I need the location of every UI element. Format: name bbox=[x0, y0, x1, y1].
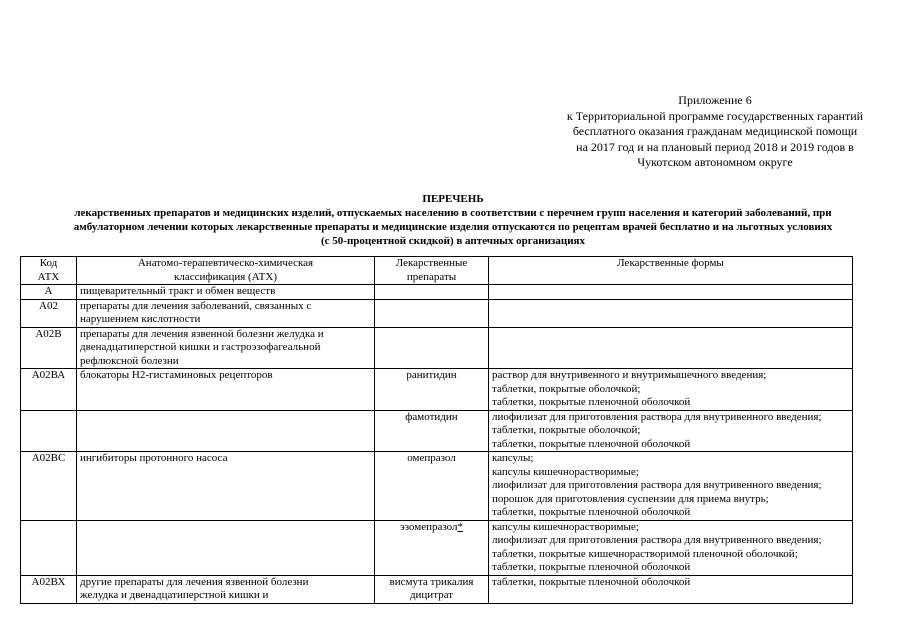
class-text: пищеварительный тракт и обмен веществ bbox=[80, 285, 276, 297]
header-text: Анатомо-терапевтическо-химическая bbox=[137, 257, 314, 269]
annex-line: Приложение 6 bbox=[678, 93, 752, 107]
class-text: другие препараты для лечения язвенной болезни bbox=[80, 575, 309, 588]
class-text: нарушением кислотности bbox=[80, 313, 201, 325]
title-line: лекарственных препаратов и медицинских изделий, отпускаемых населению в соответствии с перечнем групп населения и категорий заболеваний, при bbox=[74, 207, 832, 219]
form-text: лиофилизат для приготовления раствора для внутривенного введения; bbox=[492, 410, 822, 423]
drug-table bbox=[20, 256, 853, 604]
atc-code: А02В bbox=[35, 327, 62, 340]
header-text: АТХ bbox=[37, 270, 60, 283]
form-text: таблетки, покрытые пленочной оболочкой bbox=[492, 575, 691, 588]
cell-forms bbox=[489, 369, 853, 411]
class-text: препараты для лечения заболеваний, связанных с bbox=[80, 299, 312, 312]
cell-class bbox=[77, 575, 375, 603]
table-row bbox=[21, 299, 853, 327]
header-class bbox=[77, 257, 375, 285]
form-text: таблетки, покрытые пленочной оболочкой bbox=[492, 437, 691, 450]
form-text: капсулы кишечнорастворимые; bbox=[492, 520, 639, 533]
cell-code bbox=[21, 299, 77, 327]
cell-code bbox=[21, 520, 77, 575]
table-row bbox=[21, 575, 853, 603]
header-text: препараты bbox=[406, 270, 457, 283]
cell-forms bbox=[489, 575, 853, 603]
cell-forms bbox=[489, 299, 853, 327]
footnote-mark[interactable]: * bbox=[457, 520, 464, 533]
drug-name: ранитидин bbox=[406, 369, 457, 381]
document-title bbox=[18, 192, 888, 248]
table-row bbox=[21, 369, 853, 411]
cell-forms bbox=[489, 327, 853, 369]
header-forms bbox=[489, 257, 853, 285]
table-body bbox=[21, 285, 853, 604]
form-text: таблетки, покрытые оболочкой; bbox=[492, 424, 641, 436]
table-header-row bbox=[21, 257, 853, 285]
cell-class bbox=[77, 327, 375, 369]
cell-code bbox=[21, 369, 77, 411]
atc-code: А02ВХ bbox=[31, 575, 66, 588]
annex-line: Чукотском автономном округе bbox=[637, 155, 793, 169]
atc-code: А02 bbox=[39, 299, 58, 312]
form-text: таблетки, покрытые оболочкой; bbox=[492, 382, 641, 395]
cell-forms bbox=[489, 452, 853, 521]
cell-drug bbox=[375, 575, 489, 603]
cell-drug bbox=[375, 410, 489, 452]
form-text: капсулы кишечнорастворимые; bbox=[492, 465, 639, 478]
cell-forms bbox=[489, 285, 853, 300]
form-text: таблетки, покрытые пленочной оболочкой bbox=[492, 396, 691, 408]
table-row bbox=[21, 520, 853, 575]
drug-name: омепразол bbox=[407, 452, 456, 464]
annex-line: к Территориальной программе государственных гарантий bbox=[566, 108, 864, 123]
atc-code: А bbox=[44, 285, 53, 297]
drug-name: эзомепразол bbox=[399, 520, 458, 533]
cell-drug bbox=[375, 299, 489, 327]
cell-drug bbox=[375, 285, 489, 300]
form-text: таблетки, покрытые пленочной оболочкой bbox=[492, 561, 691, 573]
header-text: классификация (АТХ) bbox=[174, 270, 277, 283]
form-text: раствор для внутривенного и внутримышечного введения; bbox=[492, 369, 767, 381]
table-row bbox=[21, 452, 853, 521]
drug-name: висмута трикалия bbox=[389, 575, 474, 588]
drug-name: дицитрат bbox=[409, 589, 454, 601]
cell-forms bbox=[489, 410, 853, 452]
table-row bbox=[21, 327, 853, 369]
form-text: лиофилизат для приготовления раствора для внутривенного введения; bbox=[492, 479, 822, 491]
cell-code bbox=[21, 285, 77, 300]
form-text: лиофилизат для приготовления раствора для внутривенного введения; bbox=[492, 534, 822, 546]
class-text: препараты для лечения язвенной болезни желудка и bbox=[80, 327, 324, 340]
header-text: Лекарственные формы bbox=[617, 257, 724, 269]
cell-class bbox=[77, 299, 375, 327]
class-text: рефлюксной болезни bbox=[80, 354, 179, 367]
atc-code: А02ВС bbox=[31, 452, 66, 464]
class-text: двенадцатиперстной кишки и гастроэзофагеальной bbox=[80, 341, 321, 353]
form-text: таблетки, покрытые пленочной оболочкой bbox=[492, 506, 691, 518]
cell-class bbox=[77, 369, 375, 411]
class-text: ингибиторы протонного насоса bbox=[80, 452, 228, 464]
header-text: Лекарственные bbox=[395, 257, 468, 269]
cell-class bbox=[77, 520, 375, 575]
class-text: блокаторы H2-гистаминовых рецепторов bbox=[80, 369, 273, 381]
cell-drug bbox=[375, 452, 489, 521]
form-text: капсулы; bbox=[492, 452, 534, 464]
table-row bbox=[21, 285, 853, 300]
title-line: (с 50-процентной скидкой) в аптечных организациях bbox=[321, 235, 585, 247]
drug-name-line bbox=[378, 521, 485, 535]
header-drugs bbox=[375, 257, 489, 285]
drug-name: фамотидин bbox=[405, 410, 458, 423]
header-text: Код bbox=[39, 257, 58, 269]
cell-code bbox=[21, 452, 77, 521]
cell-code bbox=[21, 410, 77, 452]
cell-drug bbox=[375, 369, 489, 411]
header-code bbox=[21, 257, 77, 285]
annex-line: бесплатного оказания гражданам медицинской помощи bbox=[572, 124, 858, 138]
table-row bbox=[21, 410, 853, 452]
form-text: порошок для приготовления суспензии для приема внутрь; bbox=[492, 492, 769, 505]
cell-class bbox=[77, 410, 375, 452]
title-heading: ПЕРЕЧЕНЬ bbox=[422, 193, 484, 205]
cell-class bbox=[77, 452, 375, 521]
cell-class bbox=[77, 285, 375, 300]
annex-line: на 2017 год и на плановый период 2018 и 2019 годов в bbox=[576, 139, 854, 154]
cell-forms bbox=[489, 520, 853, 575]
form-text: таблетки, покрытые кишечнорастворимой пленочной оболочкой; bbox=[492, 547, 798, 560]
cell-drug bbox=[375, 520, 489, 575]
class-text: желудка и двенадцатиперстной кишки и bbox=[80, 589, 269, 601]
annex-header bbox=[530, 93, 900, 171]
atc-code: А02ВА bbox=[31, 369, 66, 381]
cell-code bbox=[21, 575, 77, 603]
cell-code bbox=[21, 327, 77, 369]
title-line: амбулаторном лечении которых лекарственные препараты и медицинские изделия отпускаются по рецептам врачей бесплатно и на льготных условиях bbox=[73, 221, 833, 233]
cell-drug bbox=[375, 327, 489, 369]
